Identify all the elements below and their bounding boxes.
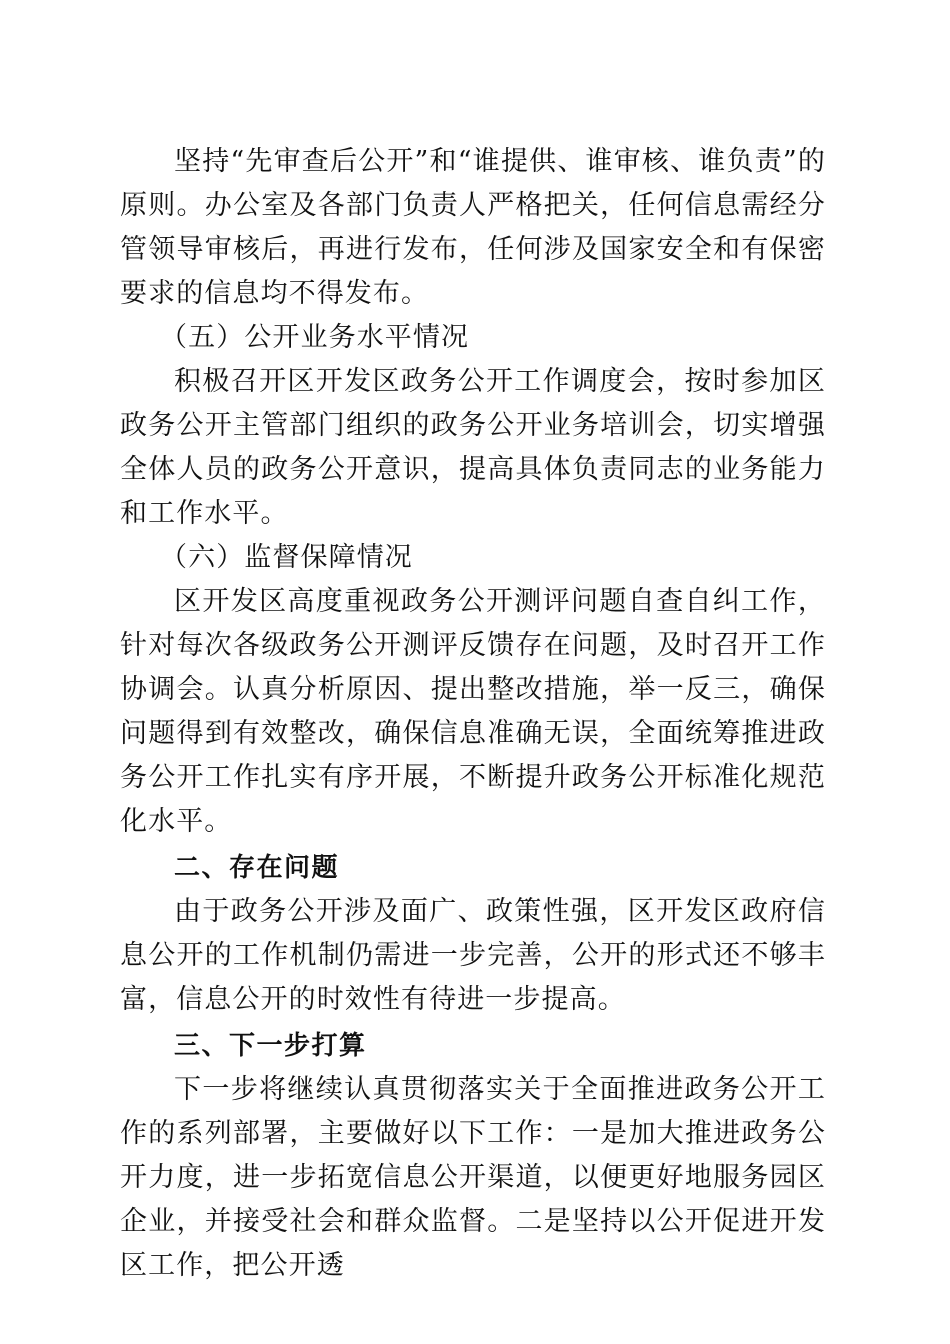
subheading-supervision: （六）监督保障情况 (160, 542, 413, 573)
heading-next-steps: 三、下一步打算 (174, 1031, 367, 1061)
paragraph-review-principle: 坚持“先审查后公开”和“谁提供、谁审核、谁负责”的原则。办公室及各部门负责人严格把关，任何信息需经分管领导审核后，再进行发布，任何涉及国家安全和有保密要求的信息均不得发布。 (120, 146, 826, 309)
paragraph-next-steps: 下一步将继续认真贯彻落实关于全面推进政务公开工作的系列部署，主要做好以下工作：一是加大推进政务公开力度，进一步拓宽信息公开渠道，以便更好地服务园区企业，并接受社会和群众监督。二是坚持以公开促进开发区工作，把公开透 (120, 1074, 826, 1281)
paragraph-business-level: 积极召开区开发区政务公开工作调度会，按时参加区政务公开主管部门组织的政务公开业务培训会，切实增强全体人员的政务公开意识，提高具体负责同志的业务能力和工作水平。 (120, 366, 826, 529)
paragraph-problems: 由于政务公开涉及面广、政策性强，区开发区政府信息公开的工作机制仍需进一步完善，公开的形式还不够丰富，信息公开的时效性有待进一步提高。 (120, 896, 826, 1015)
heading-problems: 二、存在问题 (174, 853, 340, 883)
subheading-business-level: （五）公开业务水平情况 (160, 322, 470, 353)
document-body (120, 140, 826, 1288)
paragraph-supervision: 区开发区高度重视政务公开测评问题自查自纠工作，针对每次各级政务公开测评反馈存在问题，及时召开工作协调会。认真分析原因、提出整改措施，举一反三，确保问题得到有效整改，确保信息准确无误，全面统筹推进政务公开工作扎实有序开展，不断提升政务公开标准化规范化水平。 (120, 586, 826, 837)
